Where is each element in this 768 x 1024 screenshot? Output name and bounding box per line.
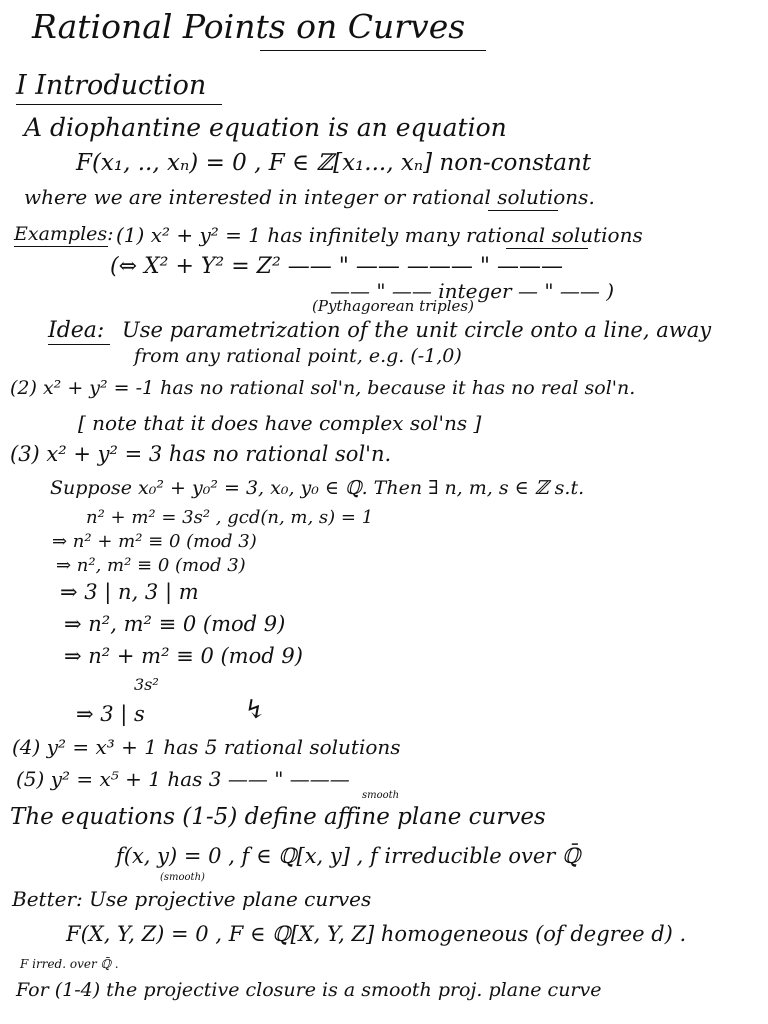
example-2: (2) x² + y² = -1 has no rational sol'n, because it has no real sol'n. <box>10 377 636 399</box>
rational-underline-2 <box>506 248 588 249</box>
proof-step-6: ⇒ n² + m² ≡ 0 (mod 9) <box>64 644 303 668</box>
proof-step-4: ⇒ 3 | n, 3 | m <box>60 580 199 604</box>
section-heading: I Introduction <box>16 70 207 101</box>
projective-line-3: F irred. over ℚ̄ . <box>20 957 119 971</box>
pythagorean-triples-note: (Pythagorean triples) <box>312 297 474 315</box>
example-1-equivalent-b: —— " —— integer — " —— ) <box>330 279 615 303</box>
proof-step-5: ⇒ n², m² ≡ 0 (mod 9) <box>64 612 286 636</box>
intro-line-2: F(x₁, .., xₙ) = 0 , F ∈ ℤ[x₁..., xₙ] non-constant <box>76 150 592 176</box>
page-title: Rational Points on Curves <box>32 7 466 46</box>
idea-label-underline <box>48 344 110 345</box>
example-5: (5) y² = x⁵ + 1 has 3 —— " ——— <box>16 767 350 791</box>
smooth-insertion: smooth <box>362 790 400 801</box>
example-3: (3) x² + y² = 3 has no rational sol'n. <box>10 442 392 466</box>
idea-label: Idea: <box>48 318 105 343</box>
proof-step-2: ⇒ n² + m² ≡ 0 (mod 3) <box>52 531 257 552</box>
example-1-equivalent: (⇔ X² + Y² = Z² —— " —— ——— " ——— <box>110 254 563 279</box>
proof-step-1: n² + m² = 3s² , gcd(n, m, s) = 1 <box>86 507 374 528</box>
example-1: (1) x² + y² = 1 has infinitely many rational solutions <box>116 223 643 247</box>
contradiction-symbol: ↯ <box>244 695 266 725</box>
title-underline <box>260 50 486 51</box>
idea-text-2: from any rational point, e.g. (-1,0) <box>134 345 462 367</box>
affine-line-1: The equations (1-5) define affine plane curves <box>10 804 546 830</box>
section-heading-underline <box>16 104 222 105</box>
suppose-line: Suppose x₀² + y₀² = 3, x₀, y₀ ∈ ℚ. Then ∃ n, m, s ∈ ℤ s.t. <box>50 477 585 499</box>
examples-label-underline <box>14 246 108 247</box>
intro-line-3: where we are interested in integer or rational solutions. <box>24 185 595 209</box>
projective-line-2: F(X, Y, Z) = 0 , F ∈ ℚ[X, Y, Z] homogeneous (of degree d) . <box>66 922 687 946</box>
examples-label: Examples: <box>14 223 114 245</box>
idea-text: Use parametrization of the unit circle onto a line, away <box>122 318 712 342</box>
proof-step-7: ⇒ 3 | s <box>76 702 145 726</box>
intro-line-1: A diophantine equation is an equation <box>24 113 507 142</box>
smooth-under-note: (smooth) <box>160 872 205 883</box>
projective-line-1: Better: Use projective plane curves <box>12 887 372 911</box>
projective-line-4: For (1-4) the projective closure is a smooth proj. plane curve <box>16 979 602 1001</box>
example-4: (4) y² = x³ + 1 has 5 rational solutions <box>12 735 401 759</box>
proof-step-6-under: 3s² <box>134 675 159 694</box>
rational-underline <box>488 210 558 211</box>
example-2-note: [ note that it does have complex sol'ns ] <box>78 411 482 435</box>
proof-step-3: ⇒ n², m² ≡ 0 (mod 3) <box>56 555 246 576</box>
affine-line-2: f(x, y) = 0 , f ∈ ℚ[x, y] , f irreducible over ℚ̄ <box>116 844 581 868</box>
